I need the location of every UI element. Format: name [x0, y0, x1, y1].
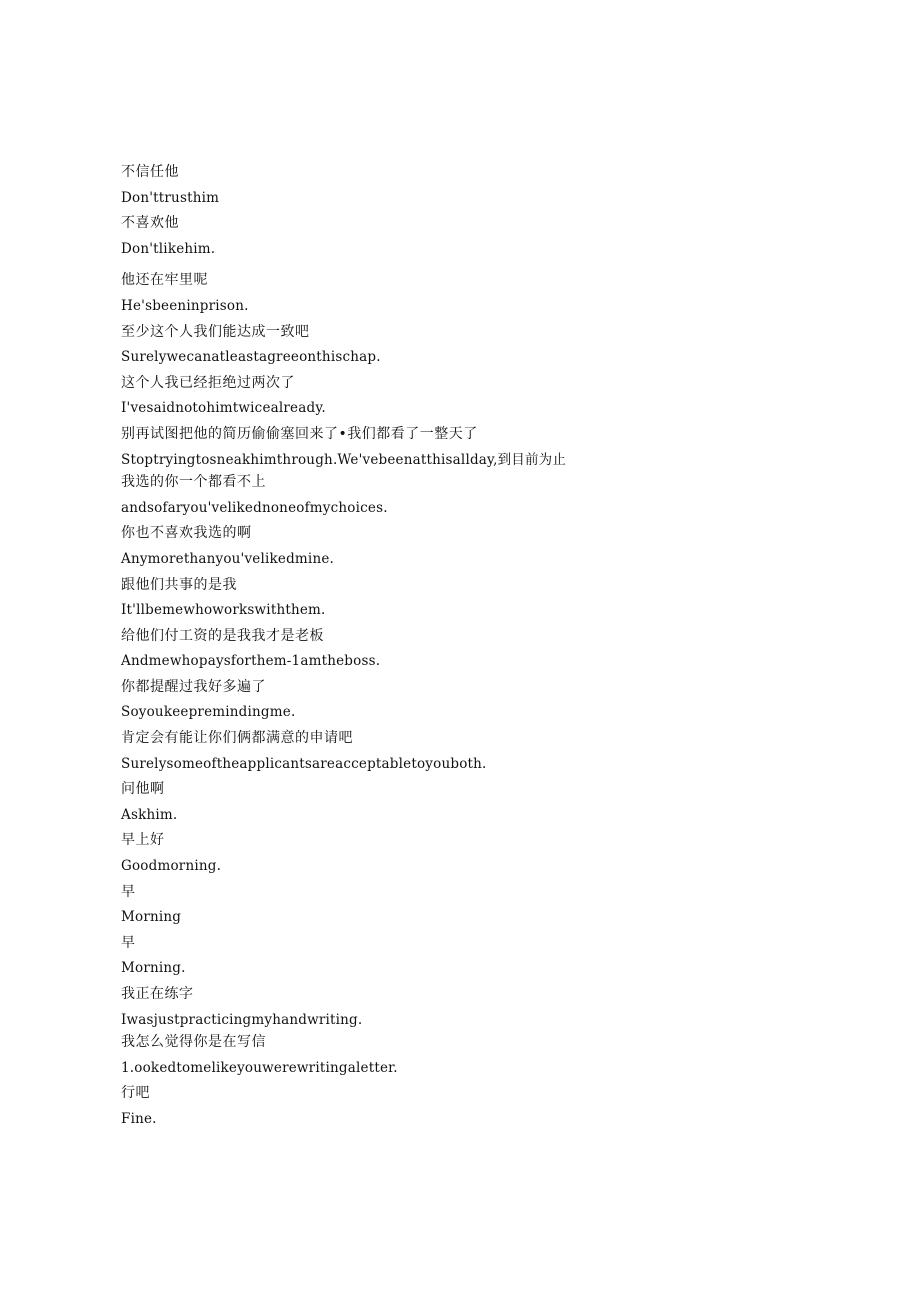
english-line: He'sbeeninprison. [121, 297, 249, 314]
english-line: Morning [121, 909, 182, 926]
english-line: Morning. [121, 960, 186, 977]
english-line: Andmewhopaysforthem-1amtheboss. [121, 653, 381, 670]
chinese-line: 至少这个人我们能达成一致吧 [121, 323, 310, 340]
english-line: Anymorethanyou'velikedmine. [121, 550, 335, 567]
chinese-line: 我正在练字 [121, 986, 194, 1002]
english-line: andsofaryou'velikednoneofmychoices. [121, 499, 388, 516]
english-line: Iwasjustpracticingmyhandwriting. [121, 1011, 363, 1028]
chinese-line: 早 [121, 934, 136, 951]
english-line: Askhim. [121, 806, 178, 823]
english-line: Goodmorning. [121, 858, 222, 875]
chinese-line: 早 [121, 883, 136, 900]
chinese-line: 跟他们共事的是我 [121, 576, 237, 593]
chinese-line: 给他们付工资的是我我才是老板 [121, 627, 324, 644]
english-line: Surelysomeoftheapplicantsareacceptabletoyouboth. [121, 755, 487, 772]
english-line: I'vesaidnotohimtwicealready. [121, 400, 326, 417]
chinese-line: 不信任他 [121, 164, 179, 180]
chinese-line: 这个人我已经拒绝过两次了 [121, 374, 295, 391]
english-line: Fine. [121, 1110, 157, 1127]
english-line: 1.ookedtomelikeyouwerewritingaletter. [121, 1059, 398, 1076]
dialogue-text [121, 160, 881, 1133]
english-line: It'llbemewhoworkswiththem. [121, 602, 326, 619]
chinese-line: 他还在牢里呢 [121, 272, 208, 289]
chinese-line: 行吧 [121, 1085, 150, 1102]
english-line: Soyoukeepremindingme. [121, 704, 296, 721]
chinese-line: 你也不喜欢我选的啊 [121, 525, 252, 542]
chinese-line: 早上好 [121, 832, 165, 849]
chinese-line: 我怎么觉得你是在写信 [121, 1034, 266, 1051]
english-line: Surelywecanatleastagreeonthischap. [121, 349, 381, 366]
chinese-line: 你都提醒过我好多遍了 [121, 678, 266, 695]
chinese-line: 别再试图把他的简历偷偷塞回来了•我们都看了一整天了 [121, 425, 478, 442]
chinese-line: 不喜欢他 [121, 215, 179, 232]
english-line: Don'ttrusthim [121, 189, 220, 206]
english-line: Stoptryingtosneakhimthrough.We'vebeenatthisallday,到目前为止 [121, 451, 567, 468]
chinese-line: 问他啊 [121, 781, 165, 798]
english-line: Don'tlikehim. [121, 240, 216, 257]
chinese-line: 我选的你一个都看不上 [121, 474, 266, 491]
chinese-line: 肯定会有能让你们俩都满意的申请吧 [121, 730, 353, 747]
